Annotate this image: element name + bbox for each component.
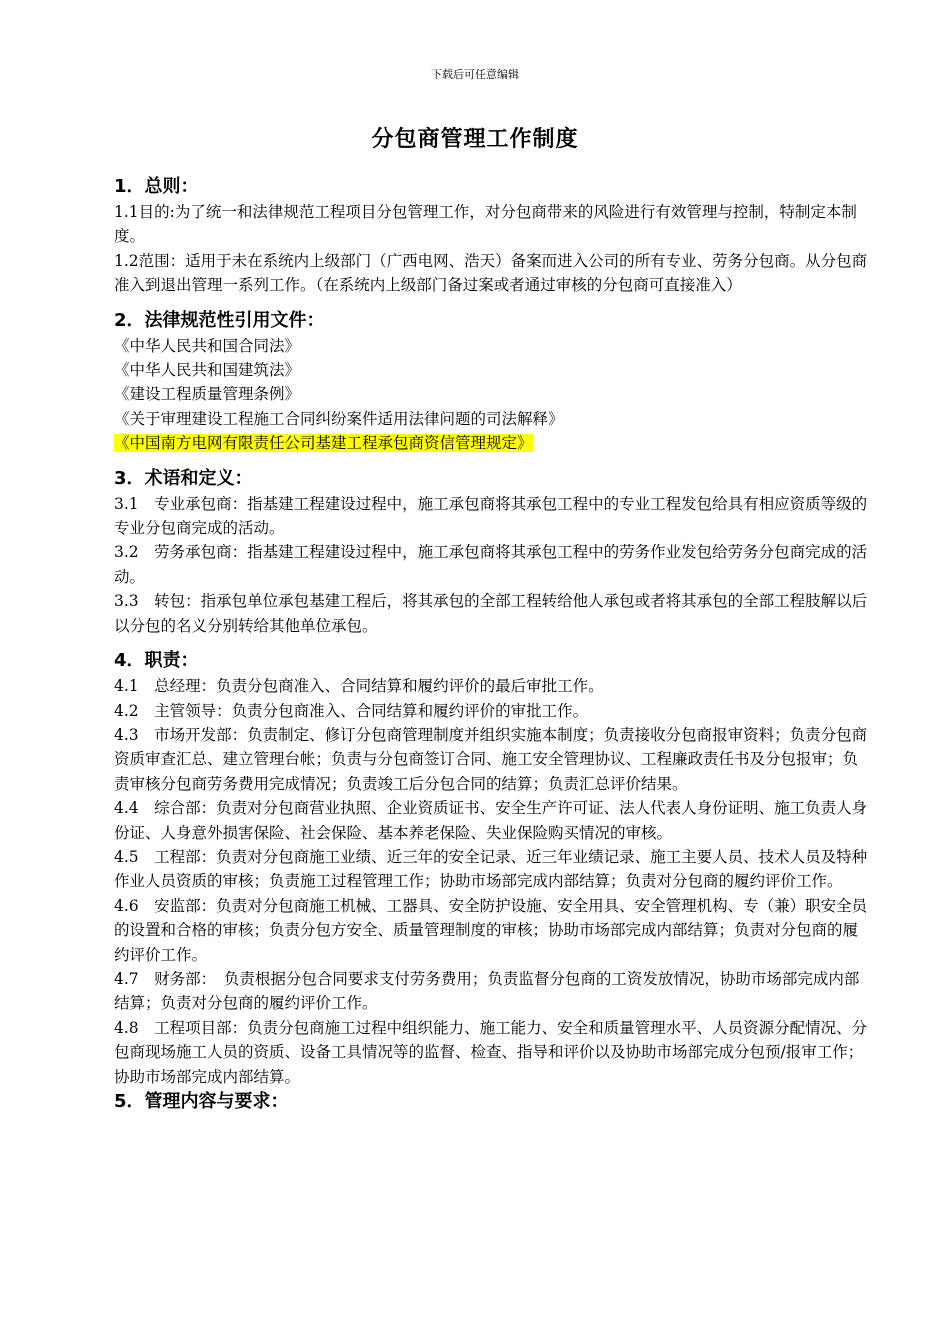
reference-judicial-interpretation: 《关于审理建设工程施工合同纠纷案件适用法律问题的司法解释》 <box>114 409 564 428</box>
section-heading-management: 5．管理内容与要求： <box>114 1091 289 1112</box>
duty-finance: 4.7 财务部： 负责根据分包合同要求支付劳务费用；负责监督分包商的工资发放情况，协助市场部完成内部结算；负责对分包商的履约评价工作。 <box>114 969 860 1013</box>
reference-highlight-line <box>114 431 870 455</box>
duty-general-manager: 4.1 总经理：负责分包商准入、合同结算和履约评价的最后审批工作。 <box>114 677 604 696</box>
definition-labor-contractor: 3.2 劳务承包商：指基建工程建设过程中，施工承包商将其承包工程中的劳务作业发包给劳务分包商完成的活动。 <box>114 543 868 586</box>
definition-specialty-contractor: 3.1 专业承包商：指基建工程建设过程中，施工承包商将其承包工程中的专业工程发包给具有相应资质等级的专业分包商完成的活动。 <box>114 494 868 538</box>
section-heading-references: 2．法律规范性引用文件： <box>114 309 325 331</box>
duty-general-affairs: 4.4 综合部：负责对分包商营业执照、企业资质证书、安全生产许可证、法人代表人身份证明、施工负责人身份证、人身意外损害保险、社会保险、基本养老保险、失业保险购买情况的审核。 <box>114 799 868 842</box>
section-heading-definitions: 3．术语和定义： <box>114 467 253 489</box>
reference-contract-law: 《中华人民共和国合同法》 <box>114 336 301 355</box>
duty-supervising-leader: 4.2 主管领导：负责分包商准入、合同结算和履约评价的审批工作。 <box>114 701 589 720</box>
duty-market-development: 4.3 市场开发部：负责制定、修订分包商管理制度并组织实施本制度；负责接收分包商报审资料；负责分包商资质审查汇总、建立管理台帐；负责与分包商签订合同、施工安全管理协议、工程廉政责任书及分包报审；负责审核分包商劳务费用完成情况；负责竣工后分包合同的结算；负责汇总评价结果。 <box>114 725 868 793</box>
reference-quality-regulation: 《建设工程质量管理条例》 <box>114 385 301 404</box>
section-heading-general: 1．总则： <box>114 176 199 197</box>
reference-construction-law: 《中华人民共和国建筑法》 <box>114 361 301 380</box>
header-note: 下载后可任意编辑 <box>431 68 519 81</box>
definition-subcontract-transfer: 3.3 转包：指承包单位承包基建工程后，将其承包的全部工程转给他人承包或者将其承包的全部工程肢解以后以分包的名义分别转给其他单位承包。 <box>114 592 868 635</box>
document-title: 分包商管理工作制度 <box>371 126 579 152</box>
duty-project-department: 4.8 工程项目部：负责分包商施工过程中组织能力、施工能力、安全和质量管理水平、人员资源分配情况、分包商现场施工人员的资质、设备工具情况等的监督、检查、指导和评价以及协助市场部完成分包预/报审工作；协助市场部完成内部结算。 <box>114 1018 868 1086</box>
duty-safety-supervision: 4.6 安监部：负责对分包商施工机械、工器具、安全防护设施、安全用具、安全管理机构、专（兼）职安全员的设置和合格的审核；负责分包方安全、质量管理制度的审核；协助市场部完成内部结算；负责对分包商的履约评价工作。 <box>114 896 868 964</box>
reference-csg-regulation: 《中国南方电网有限责任公司基建工程承包商资信管理规定》 <box>114 434 533 453</box>
paragraph-purpose: 1.1目的:为了统一和法律规范工程项目分包管理工作，对分包商带来的风险进行有效管理与控制，特制定本制度。 <box>114 203 857 246</box>
document-body <box>114 174 870 1115</box>
paragraph-scope: 1.2范围：适用于未在系统内上级部门（广西电网、浩天）备案而进入公司的所有专业、劳务分包商。从分包商准入到退出管理一系列工作。（在系统内上级部门备过案或者通过审核的分包商可直接准入） <box>114 251 868 295</box>
section-heading-responsibilities: 4．职责： <box>114 650 199 672</box>
duty-engineering: 4.5 工程部：负责对分包商施工业绩、近三年的安全记录、近三年业绩记录、施工主要人员、技术人员及特种作业人员资质的审核；负责施工过程管理工作；协助市场部完成内部结算；负责对分包商的履约评价工作。 <box>114 847 868 891</box>
